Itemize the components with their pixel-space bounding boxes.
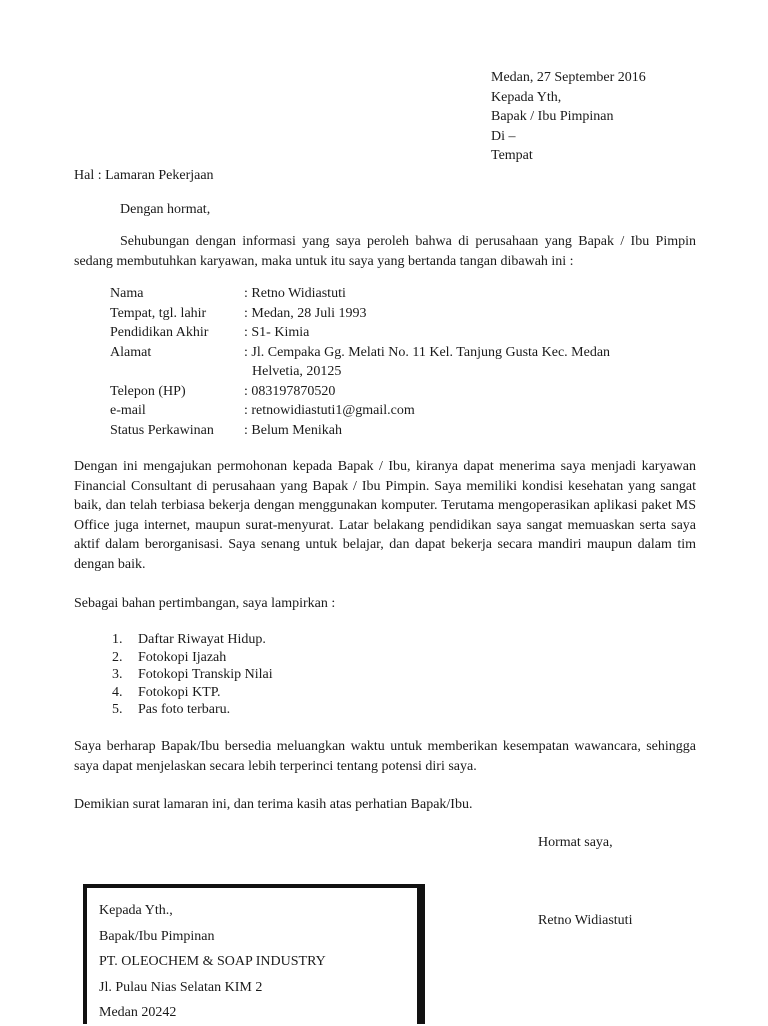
- identity-value: : Medan, 28 Juli 1993: [244, 305, 367, 321]
- salutation: Dengan hormat,: [120, 202, 211, 217]
- addressee-line: Kepada Yth,: [491, 89, 562, 105]
- attachments-list: [112, 631, 273, 719]
- identity-table: [110, 284, 684, 440]
- identity-label: Telepon (HP): [110, 383, 186, 399]
- address-line: PT. OLEOCHEM & SOAP INDUSTRY: [99, 954, 326, 969]
- identity-row: [110, 323, 684, 343]
- identity-row: [110, 343, 684, 382]
- identity-label: Nama: [110, 286, 144, 301]
- place-date: Medan, 27 September 2016: [491, 70, 646, 85]
- identity-value: : Belum Menikah: [244, 422, 342, 438]
- list-item: 3. Fotokopi Transkip Nilai: [112, 667, 273, 682]
- list-item: 1. Daftar Riwayat Hidup.: [112, 632, 266, 647]
- list-item: 2. Fotokopi Ijazah: [112, 649, 227, 665]
- intro-paragraph: Sehubungan dengan informasi yang saya peroleh bahwa di perusahaan yang Bapak / Ibu Pimpin sedang membutuhkan karyawan, maka untuk itu saya yang bertanda tangan dibawah ini :: [74, 234, 696, 269]
- identity-label: Alamat: [110, 344, 152, 360]
- subject-line: Hal : Lamaran Pekerjaan: [74, 168, 214, 183]
- identity-label: e-mail: [110, 403, 146, 418]
- identity-value: : Retno Widiastuti: [244, 286, 346, 301]
- identity-label: Status Perkawinan: [110, 422, 214, 438]
- identity-row: [110, 382, 684, 402]
- hope-paragraph: Saya berharap Bapak/Ibu bersedia meluangkan waktu untuk memberikan kesempatan wawancara, sehingga saya dapat menjelaskan secara lebih terperinci tentang potensi diri saya.: [74, 739, 696, 774]
- address-line: Bapak/Ibu Pimpinan: [99, 928, 215, 944]
- attachments-intro: Sebagai bahan pertimbangan, saya lampirkan :: [74, 596, 336, 611]
- list-item: 4. Fotokopi KTP.: [112, 684, 221, 700]
- identity-value: : 083197870520: [244, 383, 336, 399]
- body-paragraph: Dengan ini mengajukan permohonan kepada Bapak / Ibu, kiranya dapat menerima saya menjadi karyawan Financial Consultant di perusahaan yang Bapak / Ibu Pimpin. Saya memiliki kondisi kesehatan yang sangat baik, dan telah terbiasa bekerja dengan menggunakan komputer. Terutama mengoperasikan aplikasi paket MS Office juga internet, maupun surat-menyurat. Latar belakang pendidikan saya sangat memuaskan serta saya aktif dalam berorganisasi. Saya senang untuk belajar, dan dapat bekerja secara mandiri maupun dalam tim dengan baik.: [74, 459, 696, 572]
- identity-row: [110, 401, 684, 421]
- regards: Hormat saya,: [538, 835, 613, 850]
- signer-name: Retno Widiastuti: [538, 913, 633, 928]
- list-item: 5. Pas foto terbaru.: [112, 702, 231, 717]
- address-line: Jl. Pulau Nias Selatan KIM 2: [99, 979, 263, 995]
- address-line: Kepada Yth.,: [99, 903, 173, 918]
- identity-label: Tempat, tgl. lahir: [110, 305, 207, 321]
- identity-value: : Jl. Cempaka Gg. Melati No. 11 Kel. Tanjung Gusta Kec. Medan Helvetia, 20125: [244, 344, 611, 379]
- addressee-line: Di –: [491, 128, 516, 144]
- identity-value: : retnowidiastuti1@gmail.com: [244, 403, 415, 418]
- addressee-line: Bapak / Ibu Pimpinan: [491, 109, 614, 124]
- letter-header: [491, 68, 646, 166]
- closing-paragraph: Demikian surat lamaran ini, dan terima kasih atas perhatian Bapak/Ibu.: [74, 797, 473, 812]
- identity-row: [110, 421, 684, 441]
- address-box: [83, 884, 421, 1024]
- identity-row: [110, 304, 684, 324]
- address-line: Medan 20242: [99, 1005, 177, 1020]
- identity-value: : S1- Kimia: [244, 325, 310, 340]
- identity-label: Pendidikan Akhir: [110, 325, 209, 340]
- identity-row: [110, 284, 684, 304]
- addressee-line: Tempat: [491, 148, 533, 163]
